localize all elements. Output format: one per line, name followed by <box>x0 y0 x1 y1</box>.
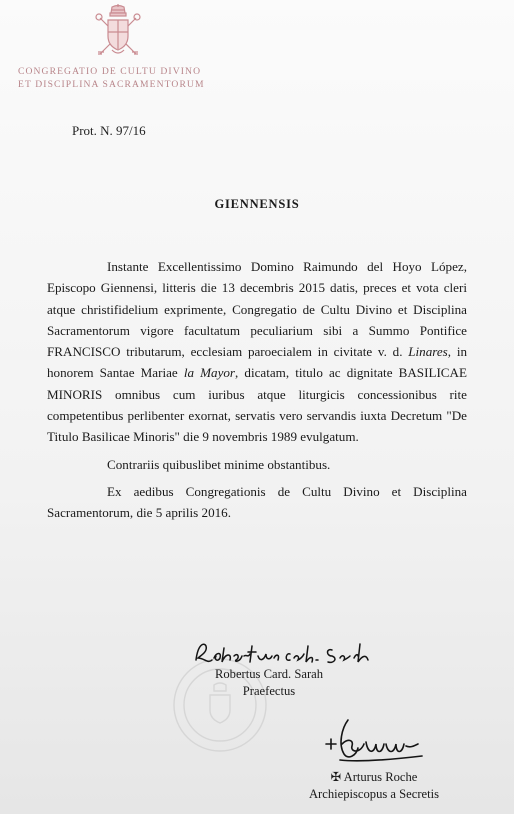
decree-paragraph: Instante Excellentissimo Domino Raimundo del Hoyo López, Episcopo Giennensi, litteris die 13 decembris 2015 datis, preces et vota cleri atque christifidelium exprimente, Congregatio de Cultu Divino et Disciplina Sacramentorum vigore facultatum peculiarium sibi a Summo Pontifice FRANCISCO tributarum, ecclesiam paroecialem in civitate v. d. Linares, in honorem Santae Mariae la Mayor, dicatam, titulo ac dignitate BASILICAE MINORIS omnibus cum iuribus atque liturgicis concessionibus rite competentibus perlibenter exornat, servatis vero servandis iuxta Decretum "De Titulo Basilicae Minoris" die 9 novembris 1989 evulgatum. <box>47 259 468 445</box>
signatory-1-name: Robertus Card. Sarah <box>214 667 324 681</box>
derogation-clause: Contrariis quibuslibet minime obstantibus. <box>107 456 331 472</box>
signatory-2-name: ✠ Arturus Roche <box>330 770 418 784</box>
dating-clause: Ex aedibus Congregationis de Cultu Divino et Disciplina Sacramentorum, die 5 aprilis 2016. <box>47 483 467 521</box>
letterhead-line-1: CONGREGATIO DE CULTU DIVINO <box>18 66 202 77</box>
signatory-1-title: Praefectus <box>242 684 296 698</box>
papal-coat-of-arms-icon <box>90 4 146 60</box>
letterhead-line-2: ET DISCIPLINA SACRAMENTORUM <box>18 79 205 90</box>
decree-body <box>47 256 467 524</box>
signature-sarah-icon <box>190 636 380 670</box>
signatory-2-title: Archiepiscopus a Secretis <box>308 787 440 801</box>
protocol-number: Prot. N. 97/16 <box>72 123 146 138</box>
letterhead <box>18 65 233 91</box>
document-title: GIENNENSIS <box>214 197 300 211</box>
signature-roche-icon <box>318 714 428 770</box>
